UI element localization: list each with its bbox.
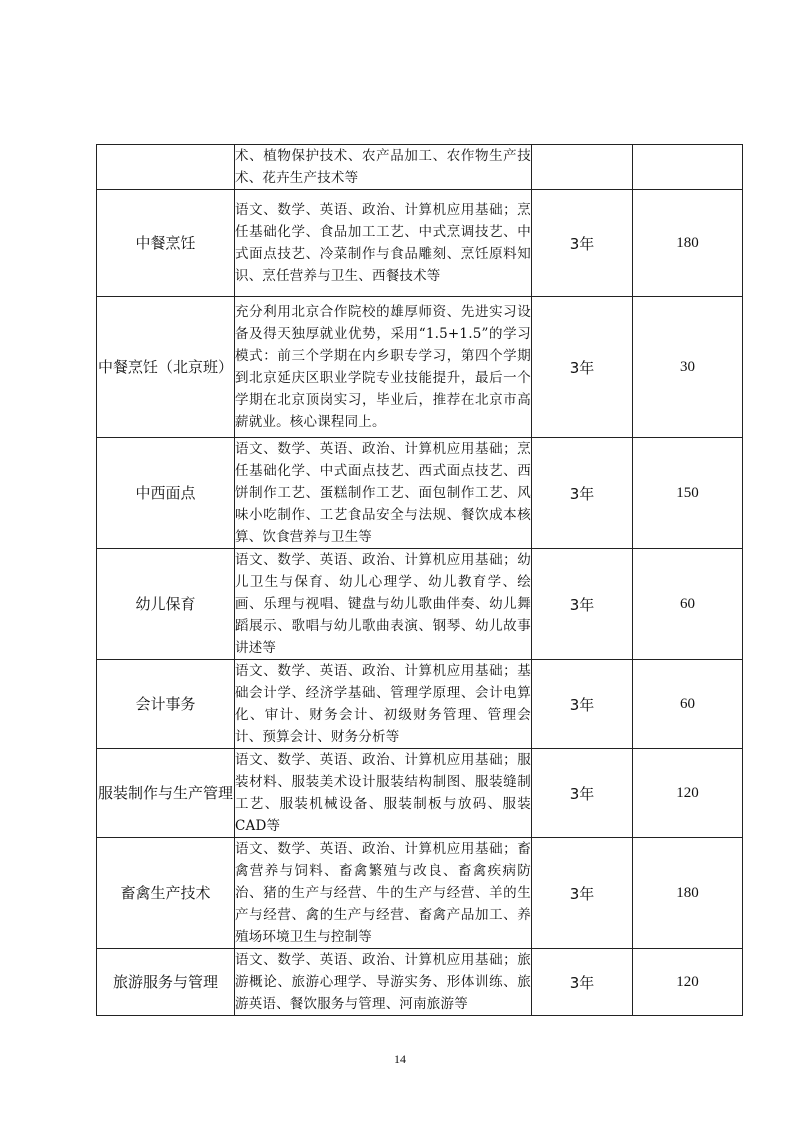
- program-name-cell: 中餐烹饪（北京班）: [97, 297, 235, 438]
- program-years-cell: 3年: [532, 838, 633, 949]
- program-years-cell: [532, 145, 633, 190]
- program-name-cell: 服装制作与生产管理: [97, 749, 235, 838]
- program-count-cell: 120: [633, 749, 743, 838]
- program-name-cell: 中餐烹饪: [97, 190, 235, 297]
- program-count-cell: 30: [633, 297, 743, 438]
- program-years-cell: 3年: [532, 549, 633, 660]
- program-years-cell: 3年: [532, 297, 633, 438]
- program-count-cell: 60: [633, 549, 743, 660]
- program-content-cell: 语文、数学、英语、政治、计算机应用基础；畜禽营养与饲料、畜禽繁殖与改良、畜禽疾病防治、猪的生产与经营、牛的生产与经营、羊的生产与经营、禽的生产与经营、畜禽产品加工、养殖场环境卫生与控制等: [235, 838, 532, 949]
- program-count-cell: [633, 145, 743, 190]
- table-row: [97, 438, 743, 549]
- program-content-cell: 语文、数学、英语、政治、计算机应用基础；服装材料、服装美术设计服装结构制图、服装缝制工艺、服装机械设备、服装制板与放码、服装CAD等: [235, 749, 532, 838]
- table-row: [97, 949, 743, 1016]
- program-count-cell: 120: [633, 949, 743, 1016]
- table-row: [97, 190, 743, 297]
- program-name-cell: 畜禽生产技术: [97, 838, 235, 949]
- program-name-cell: 旅游服务与管理: [97, 949, 235, 1016]
- program-content-cell: 语文、数学、英语、政治、计算机应用基础；旅游概论、旅游心理学、导游实务、形体训练、旅游英语、餐饮服务与管理、河南旅游等: [235, 949, 532, 1016]
- table-row: [97, 297, 743, 438]
- program-count-cell: 150: [633, 438, 743, 549]
- program-content-cell: 术、植物保护技术、农产品加工、农作物生产技术、花卉生产技术等: [235, 145, 532, 190]
- program-years-cell: 3年: [532, 660, 633, 749]
- table-row: [97, 660, 743, 749]
- program-count-cell: 180: [633, 190, 743, 297]
- program-years-cell: 3年: [532, 949, 633, 1016]
- table-row: [97, 749, 743, 838]
- program-table: [96, 144, 743, 1016]
- table-row: [97, 549, 743, 660]
- program-count-cell: 180: [633, 838, 743, 949]
- table-row: [97, 838, 743, 949]
- program-name-cell: 中西面点: [97, 438, 235, 549]
- program-content-cell: 语文、数学、英语、政治、计算机应用基础；烹任基础化学、中式面点技艺、西式面点技艺、西饼制作工艺、蛋糕制作工艺、面包制作工艺、风味小吃制作、工艺食品安全与法规、餐饮成本核算、饮食营养与卫生等: [235, 438, 532, 549]
- table-row-continuation: [97, 145, 743, 190]
- program-years-cell: 3年: [532, 438, 633, 549]
- program-content-cell: 语文、数学、英语、政治、计算机应用基础；烹任基础化学、食品加工工艺、中式烹调技艺、中式面点技艺、冷菜制作与食品雕刻、烹饪原料知识、烹任营养与卫生、西餐技术等: [235, 190, 532, 297]
- program-name-cell: 会计事务: [97, 660, 235, 749]
- program-content-cell: 语文、数学、英语、政治、计算机应用基础；基础会计学、经济学基础、管理学原理、会计电算化、审计、财务会计、初级财务管理、管理会计、预算会计、财务分析等: [235, 660, 532, 749]
- program-years-cell: 3年: [532, 749, 633, 838]
- program-content-cell: 充分利用北京合作院校的雄厚师资、先进实习设备及得天独厚就业优势，采用“1.5+1.5”的学习模式：前三个学期在内乡职专学习，第四个学期到北京延庆区职业学院专业技能提升，最后一个学期在北京顶岗实习，毕业后，推荐在北京市高薪就业。核心课程同上。: [235, 297, 532, 438]
- program-count-cell: 60: [633, 660, 743, 749]
- program-name-cell: [97, 145, 235, 190]
- program-name-cell: 幼儿保育: [97, 549, 235, 660]
- program-content-cell: 语文、数学、英语、政治、计算机应用基础；幼儿卫生与保育、幼儿心理学、幼儿教育学、绘画、乐理与视唱、键盘与幼儿歌曲伴奏、幼儿舞蹈展示、歌唱与幼儿歌曲表演、钢琴、幼儿故事讲述等: [235, 549, 532, 660]
- page-number: 14: [394, 1052, 406, 1066]
- program-years-cell: 3年: [532, 190, 633, 297]
